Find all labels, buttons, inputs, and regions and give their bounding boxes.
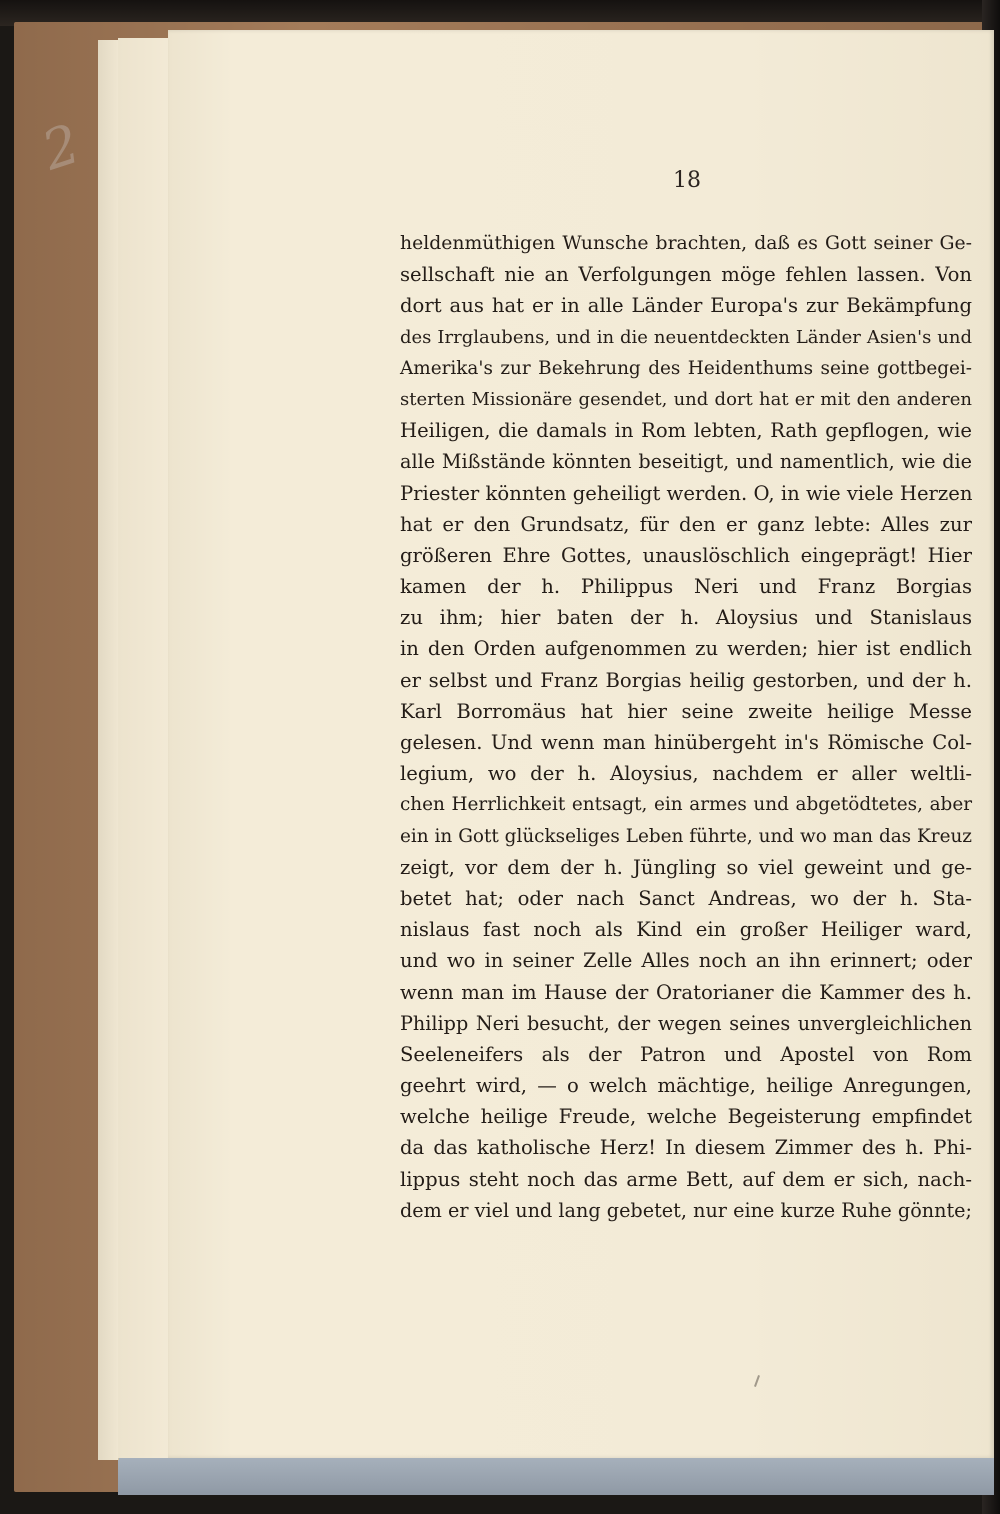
- text-line: sellschaft nie an Verfolgungen möge fehlen lassen. Von: [400, 263, 972, 287]
- text-line: Amerika's zur Bekehrung des Heidenthums seine gottbegei-: [400, 357, 972, 379]
- text-line: lippus steht noch das arme Bett, auf dem er sich, nach-: [400, 1167, 972, 1191]
- text-line: geehrt wird, — o welch mächtige, heilige Anregungen,: [400, 1074, 972, 1098]
- text-line: zeigt, vor dem der h. Jüngling so viel geweint und ge-: [400, 855, 972, 879]
- text-line: Heiligen, die damals in Rom lebten, Rath gepflogen, wie: [400, 419, 972, 443]
- text-line: chen Herrlichkeit entsagt, ein armes und abgetödtetes, aber: [400, 794, 972, 816]
- text-line: zu ihm; hier baten der h. Aloysius und Stanislaus: [400, 606, 972, 630]
- text-line: in den Orden aufgenommen zu werden; hier ist endlich: [400, 637, 972, 661]
- text-line: Priester könnten geheiligt werden. O, in wie viele Herzen: [400, 481, 973, 505]
- text-line: hat er den Grundsatz, für den er ganz lebte: Alles zur: [400, 512, 972, 536]
- text-line: nislaus fast noch als Kind ein großer Heiliger ward,: [400, 918, 972, 942]
- page-number: 18: [673, 168, 701, 193]
- text-line: Seeleneifers als der Patron und Apostel von Rom: [400, 1042, 972, 1066]
- text-line: da das katholische Herz! In diesem Zimmer des h. Phi-: [400, 1136, 972, 1160]
- text-line: dem er viel und lang gebetet, nur eine kurze Ruhe gönnte;: [400, 1198, 972, 1222]
- text-line: heldenmüthigen Wunsche brachten, daß es Gott seiner Ge-: [400, 233, 972, 254]
- text-line: welche heilige Freude, welche Begeisterung empfindet: [400, 1105, 972, 1129]
- endpaper-strip: [118, 1455, 994, 1495]
- text-line: des Irrglaubens, und in die neuentdeckten Länder Asien's und: [400, 326, 972, 348]
- text-line: wenn man im Hause der Oratorianer die Kammer des h.: [400, 980, 972, 1004]
- text-line: dort aus hat er in alle Länder Europa's zur Bekämpfung: [400, 294, 972, 318]
- text-line: Philipp Neri besucht, der wegen seines unvergleichlichen: [400, 1011, 972, 1035]
- text-line: sterten Missionäre gesendet, und dort hat er mit den anderen: [400, 388, 972, 410]
- text-line: gelesen. Und wenn man hinübergeht in's Römische Col-: [400, 731, 972, 754]
- pencil-mark: 2: [34, 111, 88, 183]
- text-line: er selbst und Franz Borgias heilig gestorben, und der h.: [400, 668, 972, 692]
- text-line: legium, wo der h. Aloysius, nachdem er aller weltli-: [400, 762, 972, 786]
- page-edge: [118, 38, 173, 1458]
- body-text: [400, 228, 972, 1226]
- text-line: alle Mißstände könnten beseitigt, und namentlich, wie die: [400, 450, 972, 474]
- pencil-stroke: [754, 1375, 760, 1387]
- text-line: kamen der h. Philippus Neri und Franz Borgias: [400, 575, 972, 599]
- page-edge: [98, 40, 119, 1460]
- text-line: größeren Ehre Gottes, unauslöschlich eingeprägt! Hier: [400, 543, 972, 567]
- text-line: ein in Gott glückseliges Leben führte, und wo man das Kreuz: [400, 825, 972, 847]
- book-page: [168, 30, 994, 1458]
- text-line: und wo in seiner Zelle Alles noch an ihn erinnert; oder: [400, 949, 972, 973]
- text-line: Karl Borromäus hat hier seine zweite heilige Messe: [400, 699, 972, 723]
- text-line: betet hat; oder nach Sanct Andreas, wo der h. Sta-: [400, 886, 972, 910]
